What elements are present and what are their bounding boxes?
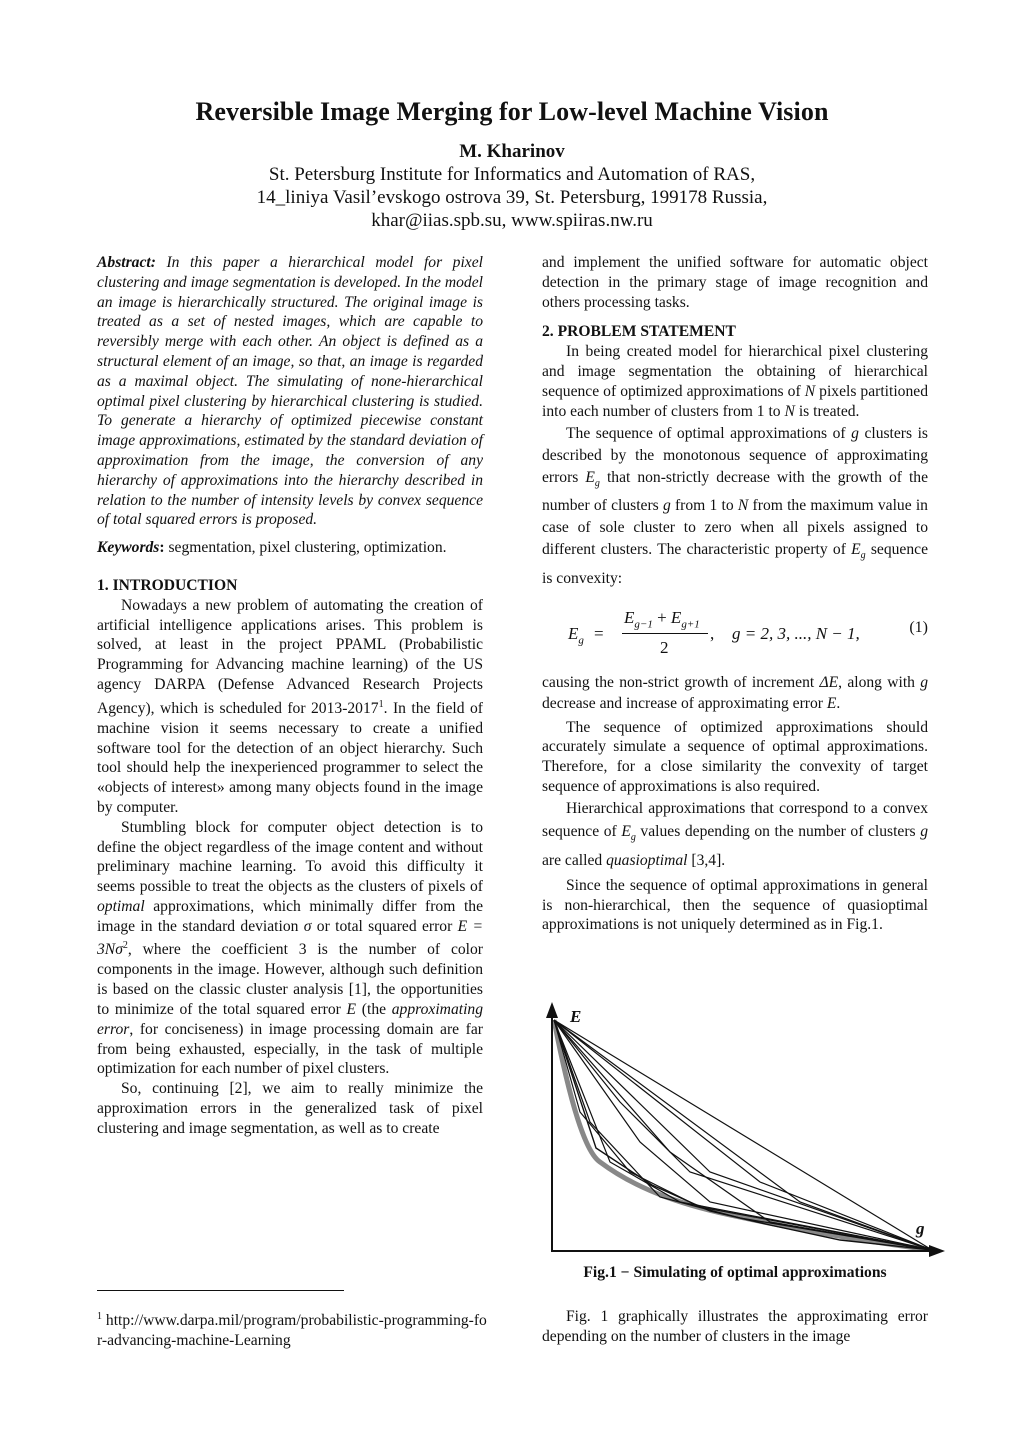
intro-E: E: [346, 1001, 357, 1019]
y-axis-arrow: [546, 1002, 558, 1018]
figure-caption: Fig.1 − Simulating of optimal approximations: [583, 1264, 887, 1281]
figure-1: [540, 1002, 950, 1260]
abstract-text: In this paper a hierarchical model for pixel clustering and image segmentation is developed. In the model an image is hierarchically structured. The original image is treated as a set of nested images, which are capable to reversibly merge with each other. An object is defined as a structural element of an image, so that, an image is regarded as a maximal object. The simulating of none-hierarchical optimal pixel clustering by hierarchical clustering is studied. To generate a hierarchy of optimized piecewise constant image approximations, estimated by the standard deviation of approximation from the image, the conversion of any hierarchy of approximations into the hierarchy described in relation to the number of intensity levels by convex sequence of total squared errors is proposed.: [97, 254, 483, 529]
intro-heading: 1. INTRODUCTION: [97, 576, 238, 594]
eq-num-b-sub: g+1: [681, 617, 700, 630]
eq-num-b: E: [670, 607, 682, 627]
after-figure-paragraph: Fig. 1 graphically illustrates the approximating error depending on the number of clusters in the image: [542, 1308, 928, 1345]
intro-p1a: Nowadays a new problem of automating the creation of artificial intelligence applications arises. This problem is solved, at least in the project PPAML (Probabilistic Programming for Advancing machine learning) of the US agency DARPA (Defense Advanced Research Projects Agency), which is scheduled for 2013-2017: [97, 596, 483, 717]
var-g: g: [662, 497, 671, 515]
x-axis-arrow: [929, 1245, 945, 1257]
right-paragraph-3: [542, 672, 928, 714]
eq-num-a: E: [624, 607, 635, 627]
sigma-symbol: σ: [303, 917, 312, 935]
affiliation-line2: 14_liniya Vasil’evskogo ostrova 39, St. Petersburg, 199178 Russia,: [256, 187, 768, 208]
right-p2c: that non-strictly decrease with the growth of the number of clusters: [542, 469, 928, 515]
affiliation-line3: khar@iias.spb.su, www.spiiras.nw.ru: [371, 210, 653, 231]
word-to: to: [764, 402, 785, 420]
right-p3c: decrease and increase of approximating error: [542, 694, 827, 712]
eq-number: (1): [909, 618, 928, 636]
right-p1a: In being created model for hierarchical pixel clustering and image segmentation the obtaining of hierarchical sequence of optimized approximations of: [542, 343, 928, 400]
right-p5c: are called: [542, 851, 607, 869]
eq-equals: =: [594, 623, 604, 643]
intro-p2c: or total squared error: [311, 917, 458, 935]
keywords-text: segmentation, pixel clustering, optimization.: [168, 539, 447, 557]
right-p2e: from the maximum value in case of sole cluster to zero when all pixels assigned to different clusters. The characteristic property of: [542, 497, 928, 559]
left-column: [97, 253, 483, 1139]
var-N: N: [737, 497, 749, 515]
intro-paragraph-2: [97, 818, 483, 1080]
intro-p1b: . In the field of machine vision it seems necessary to create a unified software tool for the detection of an object hierarchy. Such tool should help the inexperienced programmer to select the «objects of interest» among many objects found in the image by computer.: [97, 699, 483, 816]
right-p2b: clusters is described by the monotonous sequence of approximating errors: [542, 425, 928, 487]
eq-lhs-sub: g: [578, 633, 584, 646]
y-axis-label: E: [570, 1007, 582, 1026]
right-p1c: is treated.: [794, 402, 860, 420]
right-p1b: pixels partitioned into each number of clusters from: [542, 382, 928, 420]
right-paragraph-2: [542, 423, 928, 589]
eq-plus: +: [657, 607, 667, 627]
right-p5b: values depending on the number of clusters: [635, 822, 921, 840]
intro-p2b: approximations, which minimally differ from the image in the standard deviation: [97, 897, 483, 935]
eq-num-a-sub: g−1: [634, 617, 653, 630]
right-paragraph-0: and implement the unified software for automatic object detection in the primary stage of image recognition and others processing tasks.: [542, 254, 928, 311]
footnote-rule: [97, 1290, 344, 1291]
keywords: Keywords: segmentation, pixel clustering, optimization.: [97, 539, 447, 557]
var-E: E: [621, 822, 631, 840]
intro-p2f: , for conciseness) in image processing domain are far from being exhausted, especially, in the task of multiple optimization for each number of pixel clusters.: [97, 1020, 483, 1078]
right-p3a: causing the non-strict growth of increment: [542, 673, 820, 691]
eq-denominator: 2: [660, 637, 669, 657]
footnote-text: http://www.darpa.mil/program/probabilistic-programming-for-advancing-machine-Learning: [97, 1312, 487, 1349]
intro-paragraph-3: So, continuing [2], we aim to really minimize the approximation errors in the generalized task of pixel clustering and image segmentation, as well as to create: [97, 1080, 483, 1137]
right-p5a: Hierarchical approximations that correspond to a convex sequence of: [542, 799, 928, 840]
eq-lhs: E: [568, 623, 579, 643]
right-paragraph-6: Since the sequence of optimal approximations in general is non-hierarchical, then the sequence of quasioptimal approximations is not uniquely determined as in Fig.1.: [542, 876, 928, 934]
error-formula: E = 3Nσ: [97, 917, 483, 959]
var-g-sub: g: [630, 831, 636, 843]
author: M. Kharinov: [459, 141, 565, 162]
intro-approx-error: approximating error: [97, 1001, 483, 1038]
var-N: N: [804, 382, 816, 400]
eq-condition: g = 2, 3, ..., N − 1,: [732, 623, 860, 643]
right-column: [542, 253, 928, 935]
right-p3b: , along with: [838, 673, 921, 691]
right-p2d: from 1 to: [670, 497, 738, 515]
var-E: E: [585, 469, 595, 487]
var-E: E: [826, 694, 837, 712]
var-g: g: [920, 673, 928, 691]
var-g-sub: g: [860, 550, 866, 562]
equation-1: $E_g$ = $E_{g-1} + E_{g+1}$ 2 , g = 2, 3, ..., N − 1, (1): [568, 607, 928, 657]
abstract-label: Abstract:: [97, 254, 156, 271]
fraction-bar: [622, 633, 708, 634]
right-p3d: .: [836, 694, 841, 712]
footnote-number: 1: [97, 1311, 102, 1322]
paper-title: Reversible Image Merging for Low-level Machine Vision: [195, 97, 829, 126]
var-E: E: [851, 541, 861, 559]
affiliation-line1: St. Petersburg Institute for Informatics and Automation of RAS,: [268, 164, 756, 185]
quasioptimal-term: quasioptimal: [606, 851, 688, 869]
footnote-ref: 1: [378, 698, 384, 710]
intro-p2a: Stumbling block for computer object detection is to define the object regardless of the image content and without preliminary machine learning. To avoid this difficulty it seems possible to treat the objects as the clusters of pixels of: [97, 818, 483, 896]
num-one: 1: [756, 402, 765, 420]
delta-E: ΔE: [819, 673, 839, 691]
var-N: N: [784, 402, 795, 420]
problem-heading: 2. PROBLEM STATEMENT: [542, 323, 736, 341]
right-p2a: The sequence of optimal approximations of: [566, 425, 852, 443]
approximation-curves: [554, 1020, 932, 1250]
var-g: g: [920, 822, 928, 840]
var-g-sub: g: [594, 478, 600, 490]
error-formula-exponent: 2: [122, 940, 128, 952]
intro-p2d: , where the coefficient 3 is the number of color components in the image. However, although such definition is based on the classic cluster analysis [1], the opportunities to minimize of the total squared error: [97, 941, 483, 1019]
right-p2f: sequence is convexity:: [542, 541, 928, 587]
right-paragraph-1: [542, 342, 928, 421]
intro-optimal: optimal: [97, 897, 145, 915]
right-paragraph-5: [542, 797, 928, 872]
right-p5d: [3,4].: [687, 851, 726, 869]
footnote: [97, 1307, 487, 1351]
abstract: [97, 253, 483, 530]
x-axis-label: g: [916, 1219, 925, 1238]
var-g: g: [851, 425, 859, 443]
intro-p2e: (the: [356, 1001, 392, 1019]
keywords-label: Keywords: [97, 539, 160, 557]
intro-paragraph-1: [97, 596, 483, 818]
right-paragraph-4: The sequence of optimized approximations should accurately simulate a sequence of optimal approximations. Therefore, for a close similarity the convexity of target sequence of approximations is also required.: [542, 718, 928, 795]
